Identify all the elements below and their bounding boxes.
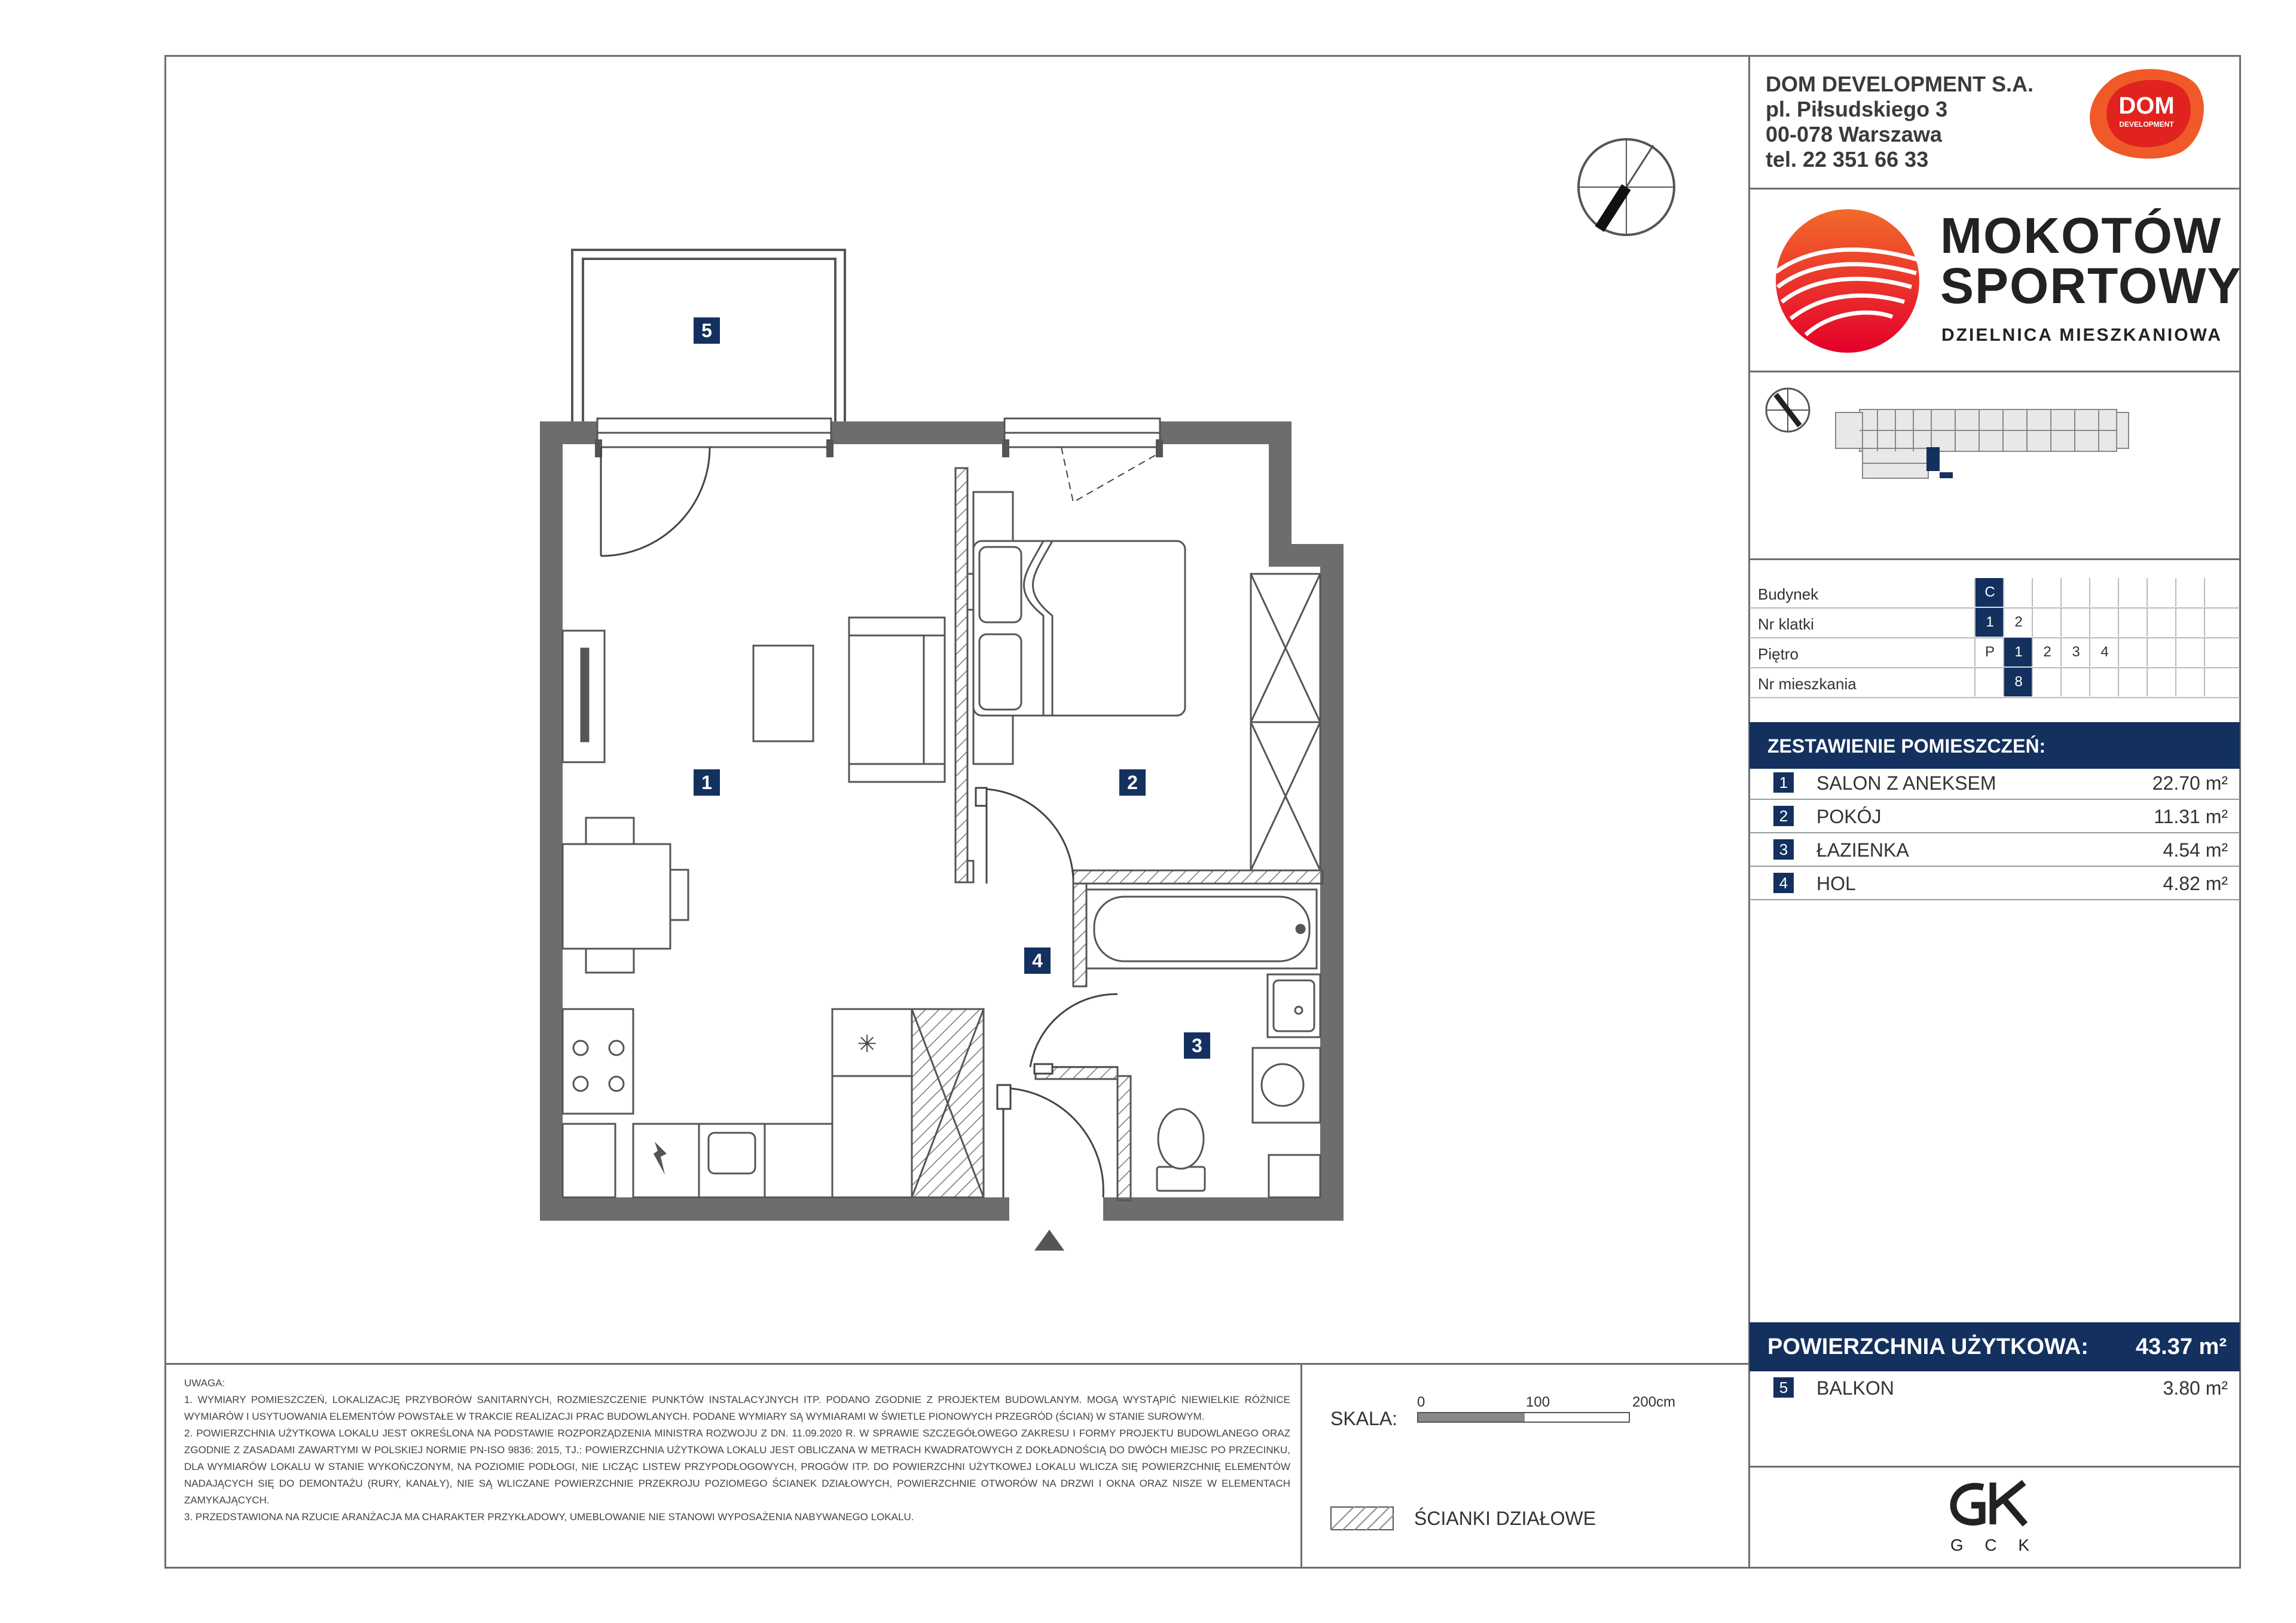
balcony-name: BALKON [1816,1377,1894,1399]
balcony-area: 3.80 m² [2163,1377,2228,1399]
note-item: 3. PRZEDSTAWIONA NA RZUCIE ARANŻACJA MA CHARAKTER PRZYKŁADOWY, UMEBLOWANIE NIE STANOWI WYPOSAŻENIA NABYWANEGO LOKALU. [184,1511,914,1523]
north-arrow-icon [1576,136,1677,238]
klatka-cell-1: 1 [1974,608,2004,637]
freezer-icon: ✳ [857,1031,877,1058]
divider-scale [1300,1363,1302,1569]
usable-area-label: POWIERZCHNIA UŻYTKOWA: [1767,1334,2089,1359]
row-klatka-label: Nr klatki [1758,615,1814,633]
scale-tick-200: 200cm [1632,1394,1676,1410]
divider-keyplan [1748,558,2241,560]
row-budynek-label: Budynek [1758,585,1819,603]
logo-development-text: DEVELOPMENT [2119,120,2174,129]
room-num: 3 [1773,839,1794,860]
project-title-line1: MOKOTÓW [1940,207,2222,264]
company-city: 00-078 Warszawa [1766,122,1942,146]
plan-tag-5: 5 [694,317,720,344]
usable-area-bar [1750,1322,2240,1371]
project-title [1940,207,2242,314]
pietro-cell-p: P [1974,638,2004,667]
interior-doors [976,788,1118,1197]
notes-title: UWAGA: [184,1377,225,1389]
living-furniture [563,618,945,973]
company-street: pl. Piłsudskiego 3 [1766,97,1948,121]
scale-tick-100: 100 [1526,1394,1550,1410]
room-area: 22.70 m² [2152,772,2228,794]
klatka-cell-2: 2 [2003,608,2033,637]
divider-notes [164,1363,1750,1365]
note-item: 1. WYMIARY POMIESZCZEŃ, LOKALIZACJĘ PRZYBORÓW SANITARNYCH, ROZMIESZCZENIE PUNKTÓW INSTALACYJNYCH ITP. PODANO ZGODNIE Z PROJEKTEM BUDOWLANYM. MOGĄ WYSTĄPIĆ NIEWIELKIE RÓŻNICE WYMIARÓW I USYTUOWANIA ELEMENTÓW POWSTAŁE W TRAKCIE REALIZACJI PRAC BUDOWLANYCH. PODANE WYMIARY SĄ WYMIARAMI W ŚWIETLE PIONOWYCH PRZEGRÓD (ŚCIAN) W STANIE SUROWYM. [184,1394,1290,1422]
logo-dom-text: DOM [2118,93,2175,119]
room-row-1 [1750,766,2240,800]
room-num: 2 [1773,806,1794,826]
project-title-line2: SPORTOWY [1940,258,2242,314]
room-name: ŁAZIENKA [1816,839,1909,861]
gck-logo [1946,1477,2042,1554]
row-pietro [1750,638,2240,668]
entrance-arrow-icon [1034,1230,1064,1251]
rooms-header [1750,722,2240,769]
room-area: 4.54 m² [2163,839,2228,861]
partition-walls-label: ŚCIANKI DZIAŁOWE [1414,1508,1596,1529]
key-plan-highlight [1926,447,1940,471]
rooms-header-text: ZESTAWIENIE POMIESZCZEŃ: [1767,735,2046,757]
usable-area-value: 43.37 m² [2135,1334,2227,1359]
room-num: 1 [1773,772,1794,793]
divider-balcony [1748,1466,2241,1468]
room-row-3 [1750,833,2240,867]
plan-tag-2: 2 [1119,769,1146,796]
dom-development-logo [2084,65,2209,160]
company-contact [1766,72,2034,172]
mokotow-sportowy-emblem [1773,206,1922,356]
room-area: 4.82 m² [2163,873,2228,894]
gck-mark-icon [1946,1477,2042,1530]
company-phone: tel. 22 351 66 33 [1766,147,1929,172]
bedroom-furniture [973,492,1320,870]
scale-tick-0: 0 [1417,1394,1425,1410]
balcony-row [1750,1371,2240,1404]
mieszkanie-cell-8: 8 [2003,668,2033,696]
scale-label: SKALA: [1330,1408,1398,1429]
divider-header [1748,188,2241,189]
pietro-cell-3: 3 [2060,638,2090,667]
scale-bar [1417,1412,1630,1423]
company-name: DOM DEVELOPMENT S.A. [1766,72,2034,96]
room-name: SALON Z ANEKSEM [1816,772,1996,794]
gck-text: G C K [1950,1536,2038,1554]
building-key-plan [1836,409,2129,478]
room-name: POKÓJ [1816,806,1882,827]
divider-project [1748,371,2241,372]
plan-tag-1: 1 [694,769,720,796]
balcony-door [601,447,710,556]
notes [184,1375,1290,1526]
plan-tag-4: 4 [1024,947,1051,974]
budynek-cell-c: C [1974,578,2004,607]
north-arrow-icon-small [1766,389,1809,432]
project-subtitle: DZIELNICA MIESZKANIOWA [1941,325,2222,345]
row-mieszkanie [1750,668,2240,698]
key-plan [1758,383,2236,508]
row-klatka [1750,608,2240,638]
partition-walls-swatch [1330,1506,1394,1530]
balcony-num: 5 [1773,1377,1794,1398]
row-pietro-label: Piętro [1758,645,1799,663]
pietro-cell-1: 1 [2003,638,2033,667]
floor-plan [0,0,1375,1285]
room-row-2 [1750,800,2240,833]
plan-tag-3: 3 [1184,1032,1210,1059]
row-mieszkanie-label: Nr mieszkania [1758,675,1857,693]
room-num: 4 [1773,873,1794,893]
pietro-cell-4: 4 [2089,638,2119,667]
pietro-cell-2: 2 [2032,638,2062,667]
room-name: HOL [1816,873,1856,894]
note-item: 2. POWIERZCHNIA UŻYTKOWA LOKALU JEST OKREŚLONA NA PODSTAWIE ROZPORZĄDZENIA MINISTRA ROZWOJU Z DN. 11.09.2020 R. W SPRAWIE SZCZEGÓŁOWEGO ZAKRESU I FORMY PROJEKTU BUDOWLANEGO ORAZ ZGODNIE Z ZASADAMI ZAWARTYMI W POLSKIEJ NORMIE PN-ISO 9836: 2015, TJ.: POWIERZCHNIA UŻYTKOWA LOKALU JEST OBLICZANA W METRACH KWADRATOWYCH Z DOKŁADNOŚCIĄ DO DWÓCH MIEJSC PO PRZECINKU, DLA WYMIARÓW LOKALU W STANIE WYKOŃCZONYM, NA POZIOMIE PODŁOGI, NIE LICZĄC LISTEW PRZYPODŁOGOWYCH, PROGÓW ITP. DO POWIERZCHNI UŻYTKOWEJ LOKALU WLICZA SIĘ POWIERZCHNIĘ ELEMENTÓW NADAJĄCYCH SIĘ DO DEMONTAŻU (RURY, KANAŁY), NIE SĄ WLICZANE POWIERZCHNIE PRZEKROJU POZIOMEGO ŚCIANEK DZIAŁOWYCH, POWIERZCHNIE OTWORÓW NA DRZWI I OKNA ORAZ NISZE W ELEMENTACH ZAMYKAJĄCYCH. [184,1428,1290,1506]
row-budynek [1750,578,2240,609]
room-area: 11.31 m² [2154,806,2228,827]
window-swing [1061,447,1157,502]
room-row-4 [1750,867,2240,900]
